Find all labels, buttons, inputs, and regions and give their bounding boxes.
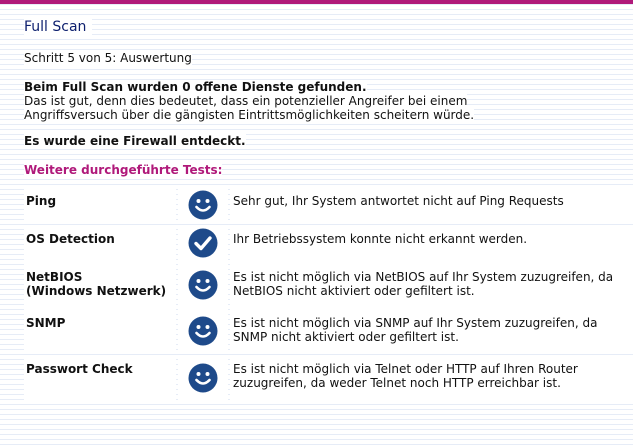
test-name bbox=[24, 187, 176, 223]
test-name-line1: OS Detection bbox=[26, 232, 115, 246]
summary-headline: Beim Full Scan wurden 0 offene Dienste gefunden. bbox=[24, 80, 367, 94]
test-desc-line1: Es ist nicht möglich via NetBIOS auf Ihr System zuzugreifen, da bbox=[233, 270, 614, 284]
test-desc-line2: SNMP nicht aktiviert oder gefiltert ist. bbox=[233, 330, 459, 344]
test-status bbox=[178, 225, 228, 261]
test-name bbox=[24, 225, 176, 261]
test-description bbox=[230, 355, 633, 401]
test-name-line1: NetBIOS bbox=[26, 270, 83, 284]
further-tests-heading: Weitere durchgeführte Tests: bbox=[24, 163, 223, 177]
test-name-line1: SNMP bbox=[26, 316, 66, 330]
smiley-icon bbox=[188, 270, 218, 300]
smiley-icon bbox=[188, 190, 218, 220]
test-name-line2: (Windows Netzwerk) bbox=[26, 284, 167, 298]
step-indicator: Schritt 5 von 5: Auswertung bbox=[24, 51, 192, 65]
test-desc-line1: Es ist nicht möglich via Telnet oder HTTP auf Ihren Router bbox=[233, 362, 578, 376]
scan-summary bbox=[24, 80, 474, 122]
test-status bbox=[178, 187, 228, 223]
test-description bbox=[230, 263, 633, 307]
test-desc-line1: Es ist nicht möglich via SNMP auf Ihr System zuzugreifen, da bbox=[233, 316, 598, 330]
test-name-line1: Ping bbox=[26, 194, 57, 208]
test-desc-line2: zuzugreifen, da weder Telnet noch HTTP erreichbar ist. bbox=[233, 376, 561, 390]
page-title: Full Scan bbox=[24, 19, 92, 35]
test-description bbox=[230, 225, 633, 261]
summary-line-2: Angriffsversuch über die gängisten Eintrittsmöglichkeiten scheitern würde. bbox=[24, 108, 475, 122]
summary-line-1: Das ist gut, denn dies bedeutet, dass ein potenzieller Angreifer bei einem bbox=[24, 94, 468, 108]
test-row-os-detection bbox=[24, 225, 633, 261]
test-desc-line1: Sehr gut, Ihr System antwortet nicht auf Ping Requests bbox=[233, 194, 564, 208]
tests-table bbox=[24, 187, 633, 403]
test-row-password-check bbox=[24, 355, 633, 401]
smiley-icon bbox=[188, 316, 218, 346]
test-status bbox=[178, 309, 228, 353]
test-row-netbios bbox=[24, 263, 633, 307]
smiley-icon bbox=[188, 363, 218, 393]
test-status bbox=[178, 355, 228, 401]
test-description bbox=[230, 187, 633, 223]
test-name bbox=[24, 263, 176, 307]
checkmark-icon bbox=[188, 228, 218, 258]
test-name bbox=[24, 355, 176, 401]
firewall-notice: Es wurde eine Firewall entdeckt. bbox=[24, 134, 246, 148]
test-row-ping bbox=[24, 187, 633, 223]
test-desc-line2: NetBIOS nicht aktiviert oder gefiltert ist. bbox=[233, 284, 475, 298]
test-desc-line1: Ihr Betriebssystem konnte nicht erkannt werden. bbox=[233, 232, 528, 246]
test-status bbox=[178, 263, 228, 307]
test-description bbox=[230, 309, 633, 353]
test-name bbox=[24, 309, 176, 353]
test-name-line1: Passwort Check bbox=[26, 362, 133, 376]
top-accent-bar bbox=[0, 0, 633, 4]
test-row-snmp bbox=[24, 309, 633, 353]
